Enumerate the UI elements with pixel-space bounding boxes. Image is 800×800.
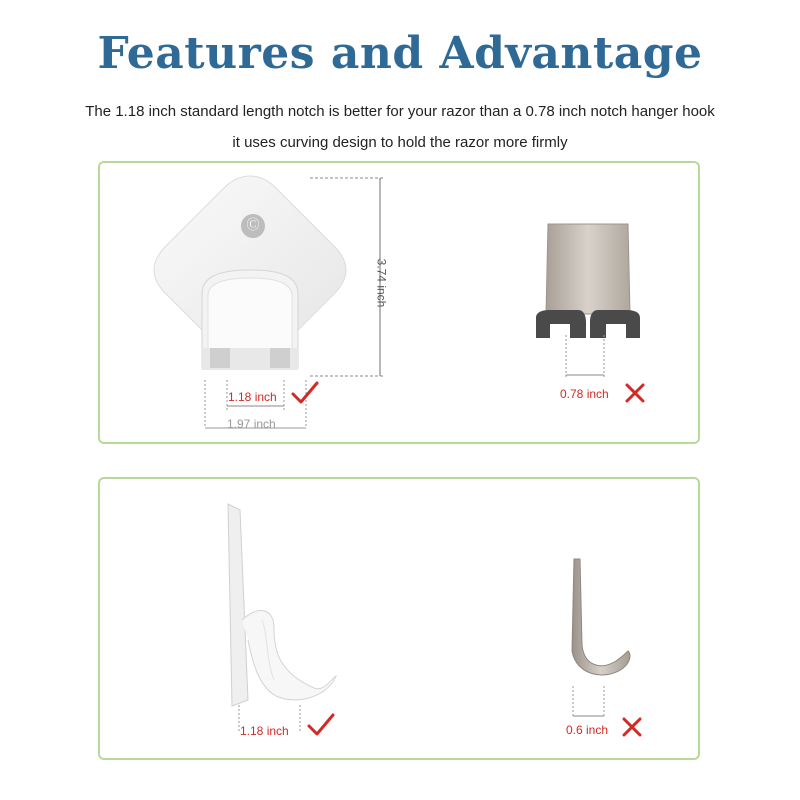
front-width-label: 1.97 inch <box>227 417 276 431</box>
height-label: 3.74 inch <box>374 258 389 308</box>
check-icon <box>306 712 336 738</box>
side-bad-notch-label: 0.6 inch <box>566 723 609 737</box>
side-bad-notch-dimension <box>570 686 610 721</box>
cross-icon <box>621 716 643 738</box>
cross-icon <box>624 382 646 404</box>
white-hanger-side-image <box>218 500 348 710</box>
steel-hook-front-image <box>530 218 645 343</box>
steel-hook-side-image <box>560 555 640 685</box>
side-good-notch-label: 1.18 inch <box>240 724 289 738</box>
check-icon <box>290 380 320 406</box>
front-bad-notch-label: 0.78 inch <box>560 387 609 401</box>
page-title: Features and Advantage <box>97 28 703 79</box>
logo-icon: Ⓒ <box>241 214 265 238</box>
subtitle-line-2: it uses curving design to hold the razor more firmly <box>232 134 568 151</box>
subtitle-line-1: The 1.18 inch standard length notch is better for your razor than a 0.78 inch notch hanger hook <box>85 103 715 120</box>
front-good-notch-label: 1.18 inch <box>228 390 277 404</box>
steel-notch-dimension <box>560 335 610 380</box>
